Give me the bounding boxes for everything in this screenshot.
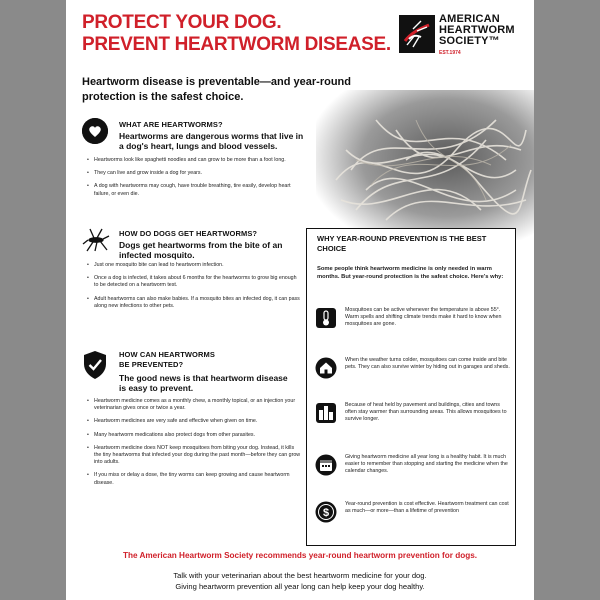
title-line-2: PREVENT HEARTWORM DISEASE. (82, 34, 391, 55)
heart-icon (82, 118, 108, 144)
heartworm-photo (316, 90, 534, 240)
list-item: • If you miss or delay a dose, the tiny worms can keep growing and cause heartworm disease. (86, 472, 301, 486)
reason-text: When the weather turns colder, mosquitoes can come inside and bite pets. They can also survive winter by hiding out in garages and sheds. (345, 357, 510, 370)
year-round-box (306, 228, 516, 546)
list-item: • Heartworm medicines are very safe and effective when given on time. (86, 418, 301, 425)
ahs-logo (399, 14, 524, 58)
list-item: • Heartworm medicine does NOT keep mosquitoes from biting your dog. Instead, it kills the tiny heartworms that infected your dog during the past month—before they can grow into adults. (86, 445, 301, 467)
recommendation-banner: The American Heartworm Society recommends year-round heartworm prevention for dogs. (122, 551, 478, 560)
list-item: • A dog with heartworms may cough, have trouble breathing, tire easily, develop heart failure, or even die. (86, 183, 301, 197)
logo-established: EST.1974 (439, 50, 461, 56)
thermometer-icon (315, 307, 337, 329)
flyer-page (66, 0, 534, 600)
list-item: • They can live and grow inside a dog for years. (86, 170, 301, 177)
list-item: • Adult heartworms can also make babies. If a mosquito bites an infected dog, it can pass along new infections to other pets. (86, 296, 301, 310)
section-lead-prevent: The good news is that heartworm disease is easy to prevent. (119, 373, 288, 393)
section-title-how-get: HOW DO DOGS GET HEARTWORMS? (119, 229, 258, 238)
list-item: • Just one mosquito bite can lead to heartworm infection. (86, 262, 301, 269)
intro-text: Heartworm disease is preventable—and year-round protection is the safest choice. (82, 76, 351, 103)
reason-text: Year-round prevention is cost effective. Heartworm treatment can cost as much—or more—than a lifetime of prevention (345, 501, 509, 514)
city-icon (315, 402, 337, 424)
logo-wordmark: AMERICAN HEARTWORM SOCIETY™ (439, 13, 515, 47)
section-lead-what: Heartworms are dangerous worms that live in a dog's heart, lungs and blood vessels. (119, 131, 304, 151)
mosquito-logo-icon (399, 15, 435, 53)
footer-text: Talk with your veterinarian about the best heartworm medicine for your dog. Giving heartworm prevention all year long can help keep your dog healthy. (173, 571, 427, 591)
bullet-list-how-get (86, 262, 301, 316)
box-intro: Some people think heartworm medicine is only needed in warm months. But year-round protection is the safest choice. Here's why: (317, 266, 504, 280)
reason-text: Giving heartworm medicine all year long is a healthy habit. It is much easier to remember than stopping and starting the medicine when the calendar changes. (345, 454, 508, 474)
section-lead-how-get: Dogs get heartworms from the bite of an infected mosquito. (119, 240, 283, 260)
reason-text: Because of heat held by pavement and buildings, cities and towns often stay warmer than surrounding areas. This allows mosquitoes to survive longer. (345, 402, 507, 422)
mosquito-icon (82, 226, 108, 252)
section-title-what: WHAT ARE HEARTWORMS? (119, 120, 223, 129)
dollar-icon (315, 501, 337, 523)
bullet-list-prevent (86, 398, 301, 493)
list-item: • Heartworms look like spaghetti noodles and can grow to be more than a foot long. (86, 157, 301, 164)
reason-text: Mosquitoes can be active whenever the temperature is above 55°. Warm spells and shifting climate trends make it hard to know when mosquitoes are gone. (345, 307, 502, 327)
box-title: WHY YEAR-ROUND PREVENTION IS THE BEST CHOICE (317, 234, 487, 253)
list-item: • Once a dog is infected, it takes about 6 months for the heartworms to grow big enough to be detected on a heartworm test. (86, 275, 301, 289)
title-line-1: PROTECT YOUR DOG. (82, 12, 282, 33)
list-item: • Heartworm medicine comes as a monthly chew, a monthly topical, or an injection your veterinarian gives once or twice a year. (86, 398, 301, 412)
svg-text:$: $ (322, 507, 330, 519)
list-item: • Many heartworm medications also protect dogs from other parasites. (86, 432, 301, 439)
house-icon (315, 357, 337, 379)
calendar-icon (315, 454, 337, 476)
page-title (82, 12, 391, 56)
bullet-list-what (86, 157, 301, 204)
shield-check-icon (82, 350, 108, 376)
section-title-prevent: HOW CAN HEARTWORMS BE PREVENTED? (119, 350, 215, 369)
